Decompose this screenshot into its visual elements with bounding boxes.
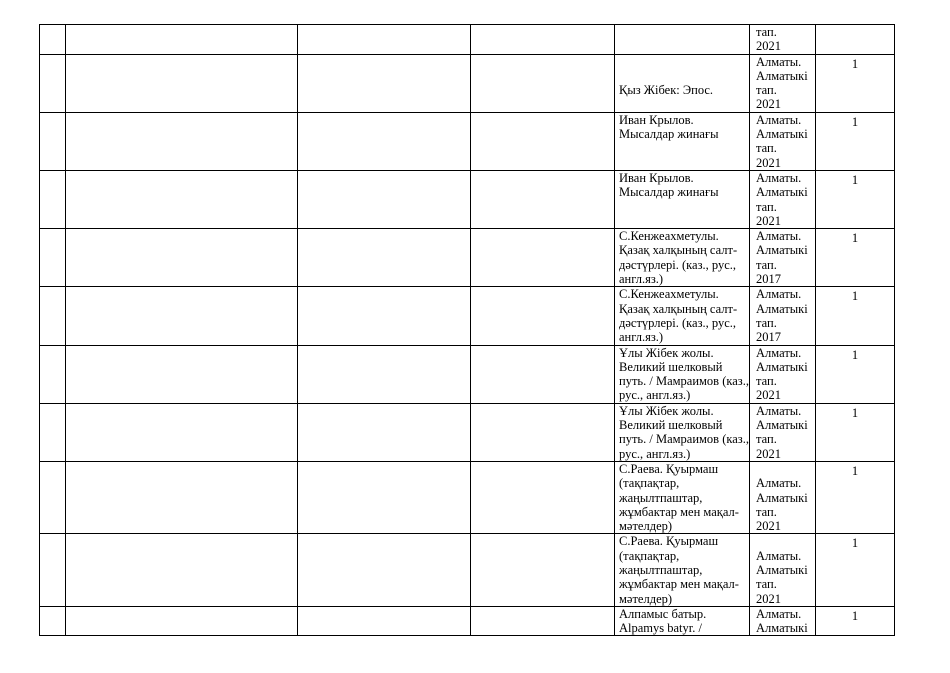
book-title-cell: Ұлы Жібек жолы. Великий шелковый путь. / Мамраимов (каз., рус., англ.яз.) — [615, 403, 750, 461]
blank-cell — [298, 287, 471, 345]
publisher-cell: Алматы. Алматыкі тап. 2021 — [750, 345, 816, 403]
blank-cell — [298, 461, 471, 533]
table-row — [40, 287, 895, 345]
book-title-cell: Ұлы Жібек жолы. Великий шелковый путь. / Мамраимов (каз., рус., англ.яз.) — [615, 345, 750, 403]
blank-cell — [298, 606, 471, 636]
quantity-cell: 1 — [816, 287, 895, 345]
quantity-cell: 1 — [816, 534, 895, 606]
book-title-cell: С.Раева. Қуырмаш (тақпақтар, жаңылтпаштар, жұмбактар мен мақал-мәтелдер) — [615, 461, 750, 533]
blank-cell — [471, 606, 615, 636]
blank-cell — [298, 403, 471, 461]
index-cell — [40, 606, 66, 636]
index-cell — [40, 461, 66, 533]
publisher-cell: Алматы. Алматыкі тап. 2021 — [750, 170, 816, 228]
blank-cell — [471, 112, 615, 170]
publisher-cell: Алматы. Алматыкі тап. 2017 — [750, 287, 816, 345]
quantity-cell: 1 — [816, 112, 895, 170]
book-title-cell: С.Кенжеахметулы. Қазақ халқының салт-дәстүрлері. (каз., рус., англ.яз.) — [615, 287, 750, 345]
publisher-cell: Алматы. Алматыкі тап. 2017 — [750, 229, 816, 287]
index-cell — [40, 25, 66, 55]
blank-cell — [66, 229, 298, 287]
blank-cell — [66, 25, 298, 55]
book-title-cell: Иван Крылов. Мысалдар жинағы — [615, 112, 750, 170]
blank-cell — [471, 403, 615, 461]
quantity-cell: 1 — [816, 54, 895, 112]
blank-cell — [66, 403, 298, 461]
table-row — [40, 25, 895, 55]
quantity-cell: 1 — [816, 229, 895, 287]
blank-cell — [298, 345, 471, 403]
blank-cell — [298, 534, 471, 606]
table-row — [40, 229, 895, 287]
blank-cell — [66, 287, 298, 345]
blank-cell — [298, 170, 471, 228]
blank-cell — [66, 606, 298, 636]
book-title-cell: Алпамыс батыр. Alpamys batyr. / — [615, 606, 750, 636]
index-cell — [40, 534, 66, 606]
index-cell — [40, 170, 66, 228]
quantity-cell: 1 — [816, 170, 895, 228]
blank-cell — [298, 25, 471, 55]
blank-cell — [471, 461, 615, 533]
blank-cell — [471, 25, 615, 55]
publisher-cell: Алматы. Алматыкі — [750, 606, 816, 636]
publisher-cell: Алматы. Алматыкі тап. 2021 — [750, 461, 816, 533]
publisher-cell: Алматы. Алматыкі тап. 2021 — [750, 112, 816, 170]
quantity-cell: 1 — [816, 606, 895, 636]
book-title-cell: Иван Крылов. Мысалдар жинағы — [615, 170, 750, 228]
quantity-cell: 1 — [816, 345, 895, 403]
table-row — [40, 170, 895, 228]
table-row — [40, 112, 895, 170]
blank-cell — [66, 170, 298, 228]
table-body — [40, 25, 895, 636]
blank-cell — [66, 534, 298, 606]
blank-cell — [471, 345, 615, 403]
publisher-cell: тап. 2021 — [750, 25, 816, 55]
book-title-cell: С.Кенжеахметулы. Қазақ халқының салт-дәстүрлері. (каз., рус., англ.яз.) — [615, 229, 750, 287]
book-title-cell: Қыз Жібек: Эпос. — [615, 54, 750, 112]
table-row — [40, 54, 895, 112]
blank-cell — [66, 54, 298, 112]
index-cell — [40, 229, 66, 287]
quantity-cell: 1 — [816, 403, 895, 461]
index-cell — [40, 112, 66, 170]
blank-cell — [471, 54, 615, 112]
blank-cell — [471, 229, 615, 287]
blank-cell — [471, 534, 615, 606]
blank-cell — [471, 287, 615, 345]
publisher-cell: Алматы. Алматыкі тап. 2021 — [750, 403, 816, 461]
index-cell — [40, 54, 66, 112]
table-row — [40, 345, 895, 403]
book-list-table — [39, 24, 895, 636]
table-row — [40, 403, 895, 461]
blank-cell — [66, 461, 298, 533]
quantity-cell — [816, 25, 895, 55]
index-cell — [40, 287, 66, 345]
index-cell — [40, 345, 66, 403]
blank-cell — [66, 345, 298, 403]
publisher-cell: Алматы. Алматыкі тап. 2021 — [750, 534, 816, 606]
blank-cell — [298, 229, 471, 287]
book-title-cell — [615, 25, 750, 55]
table-row — [40, 606, 895, 636]
blank-cell — [298, 112, 471, 170]
table-row — [40, 461, 895, 533]
blank-cell — [298, 54, 471, 112]
publisher-cell: Алматы. Алматыкі тап. 2021 — [750, 54, 816, 112]
blank-cell — [471, 170, 615, 228]
index-cell — [40, 403, 66, 461]
blank-cell — [66, 112, 298, 170]
book-title-cell: С.Раева. Қуырмаш (тақпақтар, жаңылтпаштар, жұмбактар мен мақал-мәтелдер) — [615, 534, 750, 606]
quantity-cell: 1 — [816, 461, 895, 533]
table-row — [40, 534, 895, 606]
